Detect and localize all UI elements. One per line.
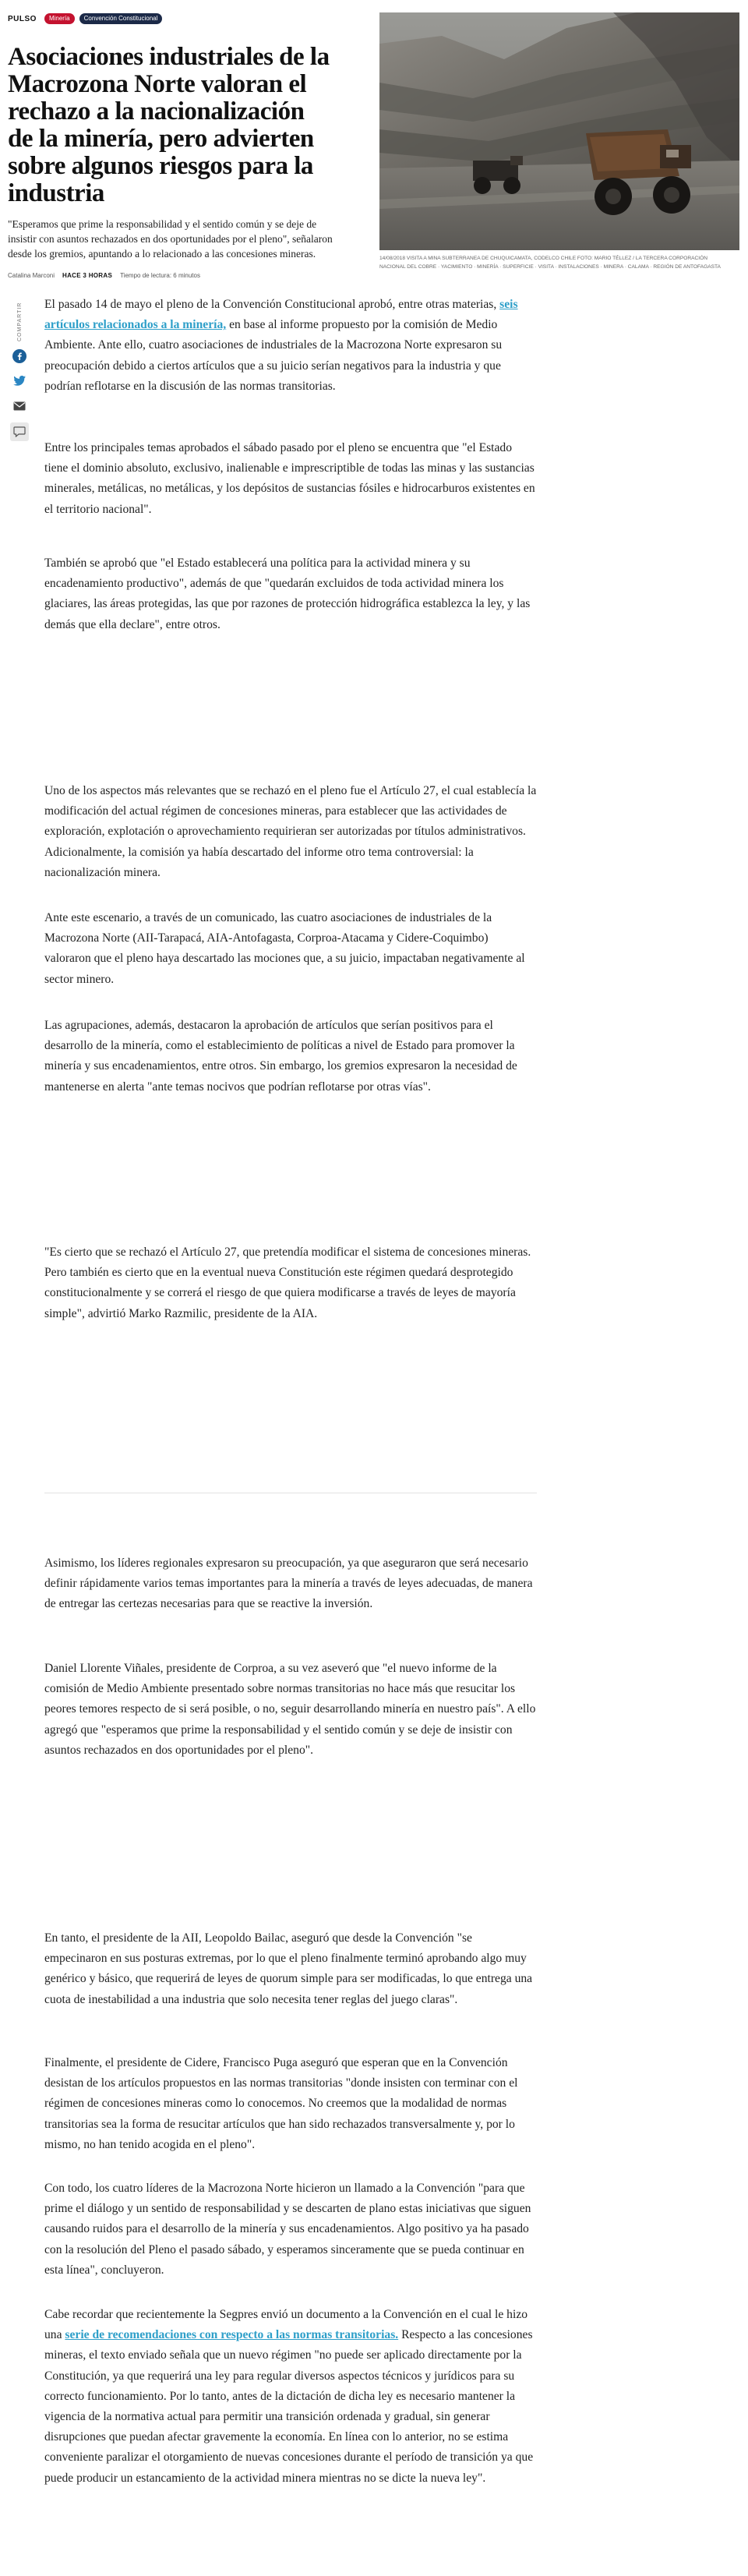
hero-caption: 14/08/2018 VISITA A MINA SUBTERRANEA DE CHUQUICAMATA, CODELCO CHILE FOTO: MARIO TÉLLEZ / LA TERCERA CORPORACIÓN NACIONAL DEL COBRE · YACIMIENTO · MINERÍA · SUPERFICIE · VISITA · INSTALACIONES · MINERA · CALAMA · REGIÓN DE ANTOFAGASTA: [379, 256, 721, 270]
article-header: [8, 11, 374, 279]
paragraph-1-text-b: en base al informe propuesto por la comisión de Medio Ambiente. Ante ello, cuatro asociaciones de industriales de la Macrozona Norte expresaron su preocupación debido a ciertos artículos que a su juicio serían negativos para la industria y que podrían reflotarse en la discusión de las normas transitorias.: [44, 318, 503, 393]
inline-link-recomendaciones[interactable]: serie de recomendaciones con respecto a las normas transitorias.: [65, 2328, 399, 2342]
email-icon: [13, 401, 26, 411]
twitter-icon: [12, 375, 26, 387]
share-rail: [9, 299, 30, 449]
comment-icon: [13, 426, 26, 437]
facebook-share-button[interactable]: [11, 348, 28, 365]
paragraph-1-block: [44, 295, 537, 397]
paragraph-13-text-b: Respecto a las concesiones mineras, el texto enviado señala que un nuevo régimen "no puede ser aplicado directamente por la Constitución, ya que requerirá una ley para regular diversos aspectos técnicos y jurídicos para su correcto funcionamiento. Por lo tanto, antes de la dictación de dicha ley es necesario mantener la vigencia de la normativa actual para permitir una transición ordenada y gradual, sin generar disrupciones que puedan afectar gravemente la economía. En línea con lo anterior, no se estima conveniente paralizar el otorgamiento de nuevas concesiones durante el período de transición ya que puede producir un estancamiento de la actividad minera mientras no se dicte la nueva ley".: [44, 2328, 534, 2485]
mining-trucks-photo: [379, 12, 739, 250]
paragraph-5-block: [44, 908, 537, 990]
author-link[interactable]: Catalina Marconi: [8, 272, 55, 279]
paragraph-4: Uno de los aspectos más relevantes que se rechazó en el pleno fue el Artículo 27, el cual establecía la modificación del actual régimen de concesiones mineras, para establecer que las actividades de exploración, explotación o aprovechamiento requirieran ser autorizadas por títulos administrativos. Adicionalmente, la comisión ya había descartado del informe otro tema controversial: la nacionalización minera.: [44, 784, 537, 879]
email-share-button[interactable]: [11, 398, 28, 415]
comments-button[interactable]: [10, 422, 29, 441]
paragraph-4-block: [44, 781, 537, 883]
article-dek: "Esperamos que prime la responsabilidad y el sentido común y se deje de insistir con asuntos rechazados en dos oportunidades por el pleno", señalaron desde los gremios, apuntando a lo relacionado a las concesiones mineras.: [8, 218, 333, 260]
tag-convencion[interactable]: Convención Constitucional: [79, 13, 163, 24]
paragraph-3: También se aprobó que "el Estado establecerá una política para la actividad minera y su encadenamiento productivo", además de que "quedarán excluidos de toda actividad minera los glaciares, las áreas protegidas, las que por razones de protección hidrográfica establezca la ley, y las demás que ella declare", entre otros.: [44, 557, 531, 631]
paragraph-13-text-a: Cabe recordar que recientemente la Segpres envió un documento a la Convención en el cual le hizo una: [44, 2308, 528, 2342]
tag-mineria[interactable]: Minería: [44, 13, 75, 24]
paragraph-5: Ante este escenario, a través de un comunicado, las cuatro asociaciones de industriales de la Macrozona Norte (AII-Tarapacá, AIA-Antofagasta, Corproa-Atacama y Cidere-Coquimbo) valoraron que el pleno haya descartado las mociones que, a su juicio, impactaban negativamente al sector minero.: [44, 911, 525, 986]
publish-time: HACE 3 HORAS: [62, 272, 113, 279]
paragraph-13-block: [44, 2305, 537, 2489]
tag-row: [8, 11, 374, 27]
share-label: COMPARTIR: [16, 302, 23, 341]
paragraph-7-block: [44, 1242, 537, 1324]
paragraph-13: [44, 2305, 537, 2489]
twitter-share-button[interactable]: [11, 373, 28, 390]
paragraph-9: Daniel Llorente Viñales, presidente de Corproa, a su vez aseveró que "el nuevo informe de la comisión de Medio Ambiente presentado sobre normas transitorias no hace más que resucitar los peores temores respecto de si será posible, o no, seguir desarrollando minería en nuestro país". A ello agregó que "esperamos que prime la responsabilidad y el sentido común y se deje de insistir con asuntos rechazados en dos oportunidades por el pleno".: [44, 1662, 536, 1757]
paragraph-12-block: [44, 2178, 537, 2281]
paragraph-9-block: [44, 1659, 537, 1761]
paragraph-6: Las agrupaciones, además, destacaron la aprobación de artículos que serían positivos para el desarrollo de la minería, como el establecimiento de políticas a nivel de Estado para promover la minería y sus encadenamientos, entre otros. Sin embargo, los gremios expresaron la necesidad de mantenerse en alerta "ante temas nocivos que podrían reflotarse por otras vías".: [44, 1019, 517, 1094]
paragraph-11-block: [44, 2053, 537, 2155]
paragraph-1: [44, 295, 537, 397]
paragraph-2: Entre los principales temas aprobados el sábado pasado por el pleno se encuentra que "el Estado tiene el dominio absoluto, exclusivo, inalienable e imprescriptible de todas las minas y las sustancias minerales, metálicas, no metálicas, y los depósitos de sustancias fósiles e hidrocarburos existentes en el territorio nacional".: [44, 441, 535, 516]
section-label[interactable]: PULSO: [8, 14, 37, 23]
paragraph-12: Con todo, los cuatro líderes de la Macrozona Norte hicieron un llamado a la Convención "para que prime el diálogo y un sentido de responsabilidad y se descarten de plano estas iniciativas que siguen causando ruidos para el desarrollo de la minería y sus encadenamientos. Algo positivo ya ha pasado con la resolución del Pleno el pasado sábado, y esperamos sinceramente que se pueda continuar en esta línea", concluyeron.: [44, 2182, 531, 2277]
inline-link-articulos[interactable]: seis artículos relacionados a la minería,: [44, 298, 518, 332]
reading-time: Tiempo de lectura: 6 minutos: [120, 272, 200, 279]
paragraph-6-block: [44, 1016, 537, 1097]
paragraph-11: Finalmente, el presidente de Cidere, Francisco Puga aseguró que esperan que en la Convención desistan de los artículos propuestos en las normas transitorias "donde insisten con terminar con el régimen de concesiones mineras como lo conocemos. No creemos que la modalidad de normas transitorias sea la forma de resucitar artículos que han sido rechazados transversalmente y, por lo mismo, no han tenido acogida en el pleno".: [44, 2056, 518, 2151]
paragraph-10-block: [44, 1928, 537, 2010]
paragraph-3-block: [44, 553, 537, 635]
byline: [8, 272, 374, 279]
page-title: Asociaciones industriales de la Macrozona Norte valoran el rechazo a la nacionalización de la minería, pero advierten sobre algunos riesgos para la industria: [8, 43, 330, 207]
paragraph-1-text-a: El pasado 14 de mayo el pleno de la Convención Constitucional aprobó, entre otras materias,: [44, 298, 500, 311]
facebook-icon: [12, 349, 26, 363]
hero-figure: [379, 12, 739, 271]
paragraph-10: En tanto, el presidente de la AII, Leopoldo Bailac, aseguró que desde la Convención "se empecinaron en sus posturas extremas, por lo que el pleno finalmente terminó aprobando algo muy genérico y básico, que requerirá de leyes de quorum simple para ser modificadas, lo que entrega una cuota de inestabilidad a una industria que solo necesita tener reglas del juego claras".: [44, 1931, 533, 2006]
paragraph-8: Asimismo, los líderes regionales expresaron su preocupación, ya que aseguraron que será necesario definir rápidamente varios temas importantes para la minería a través de leyes adecuadas, de manera de entregar las certezas necesarias para que se reactive la inversión.: [44, 1557, 533, 1611]
paragraph-2-block: [44, 438, 537, 520]
paragraph-8-block: [44, 1553, 537, 1615]
paragraph-7: "Es cierto que se rechazó el Artículo 27, que pretendía modificar el sistema de concesiones mineras. Pero también es cierto que en la eventual nueva Constitución este régimen quedará desprotegido constitucionalmente y se correrá el riesgo de que quiera modificarse a través de leyes de mayoría simple", advirtió Marko Razmilic, presidente de la AIA.: [44, 1246, 531, 1320]
